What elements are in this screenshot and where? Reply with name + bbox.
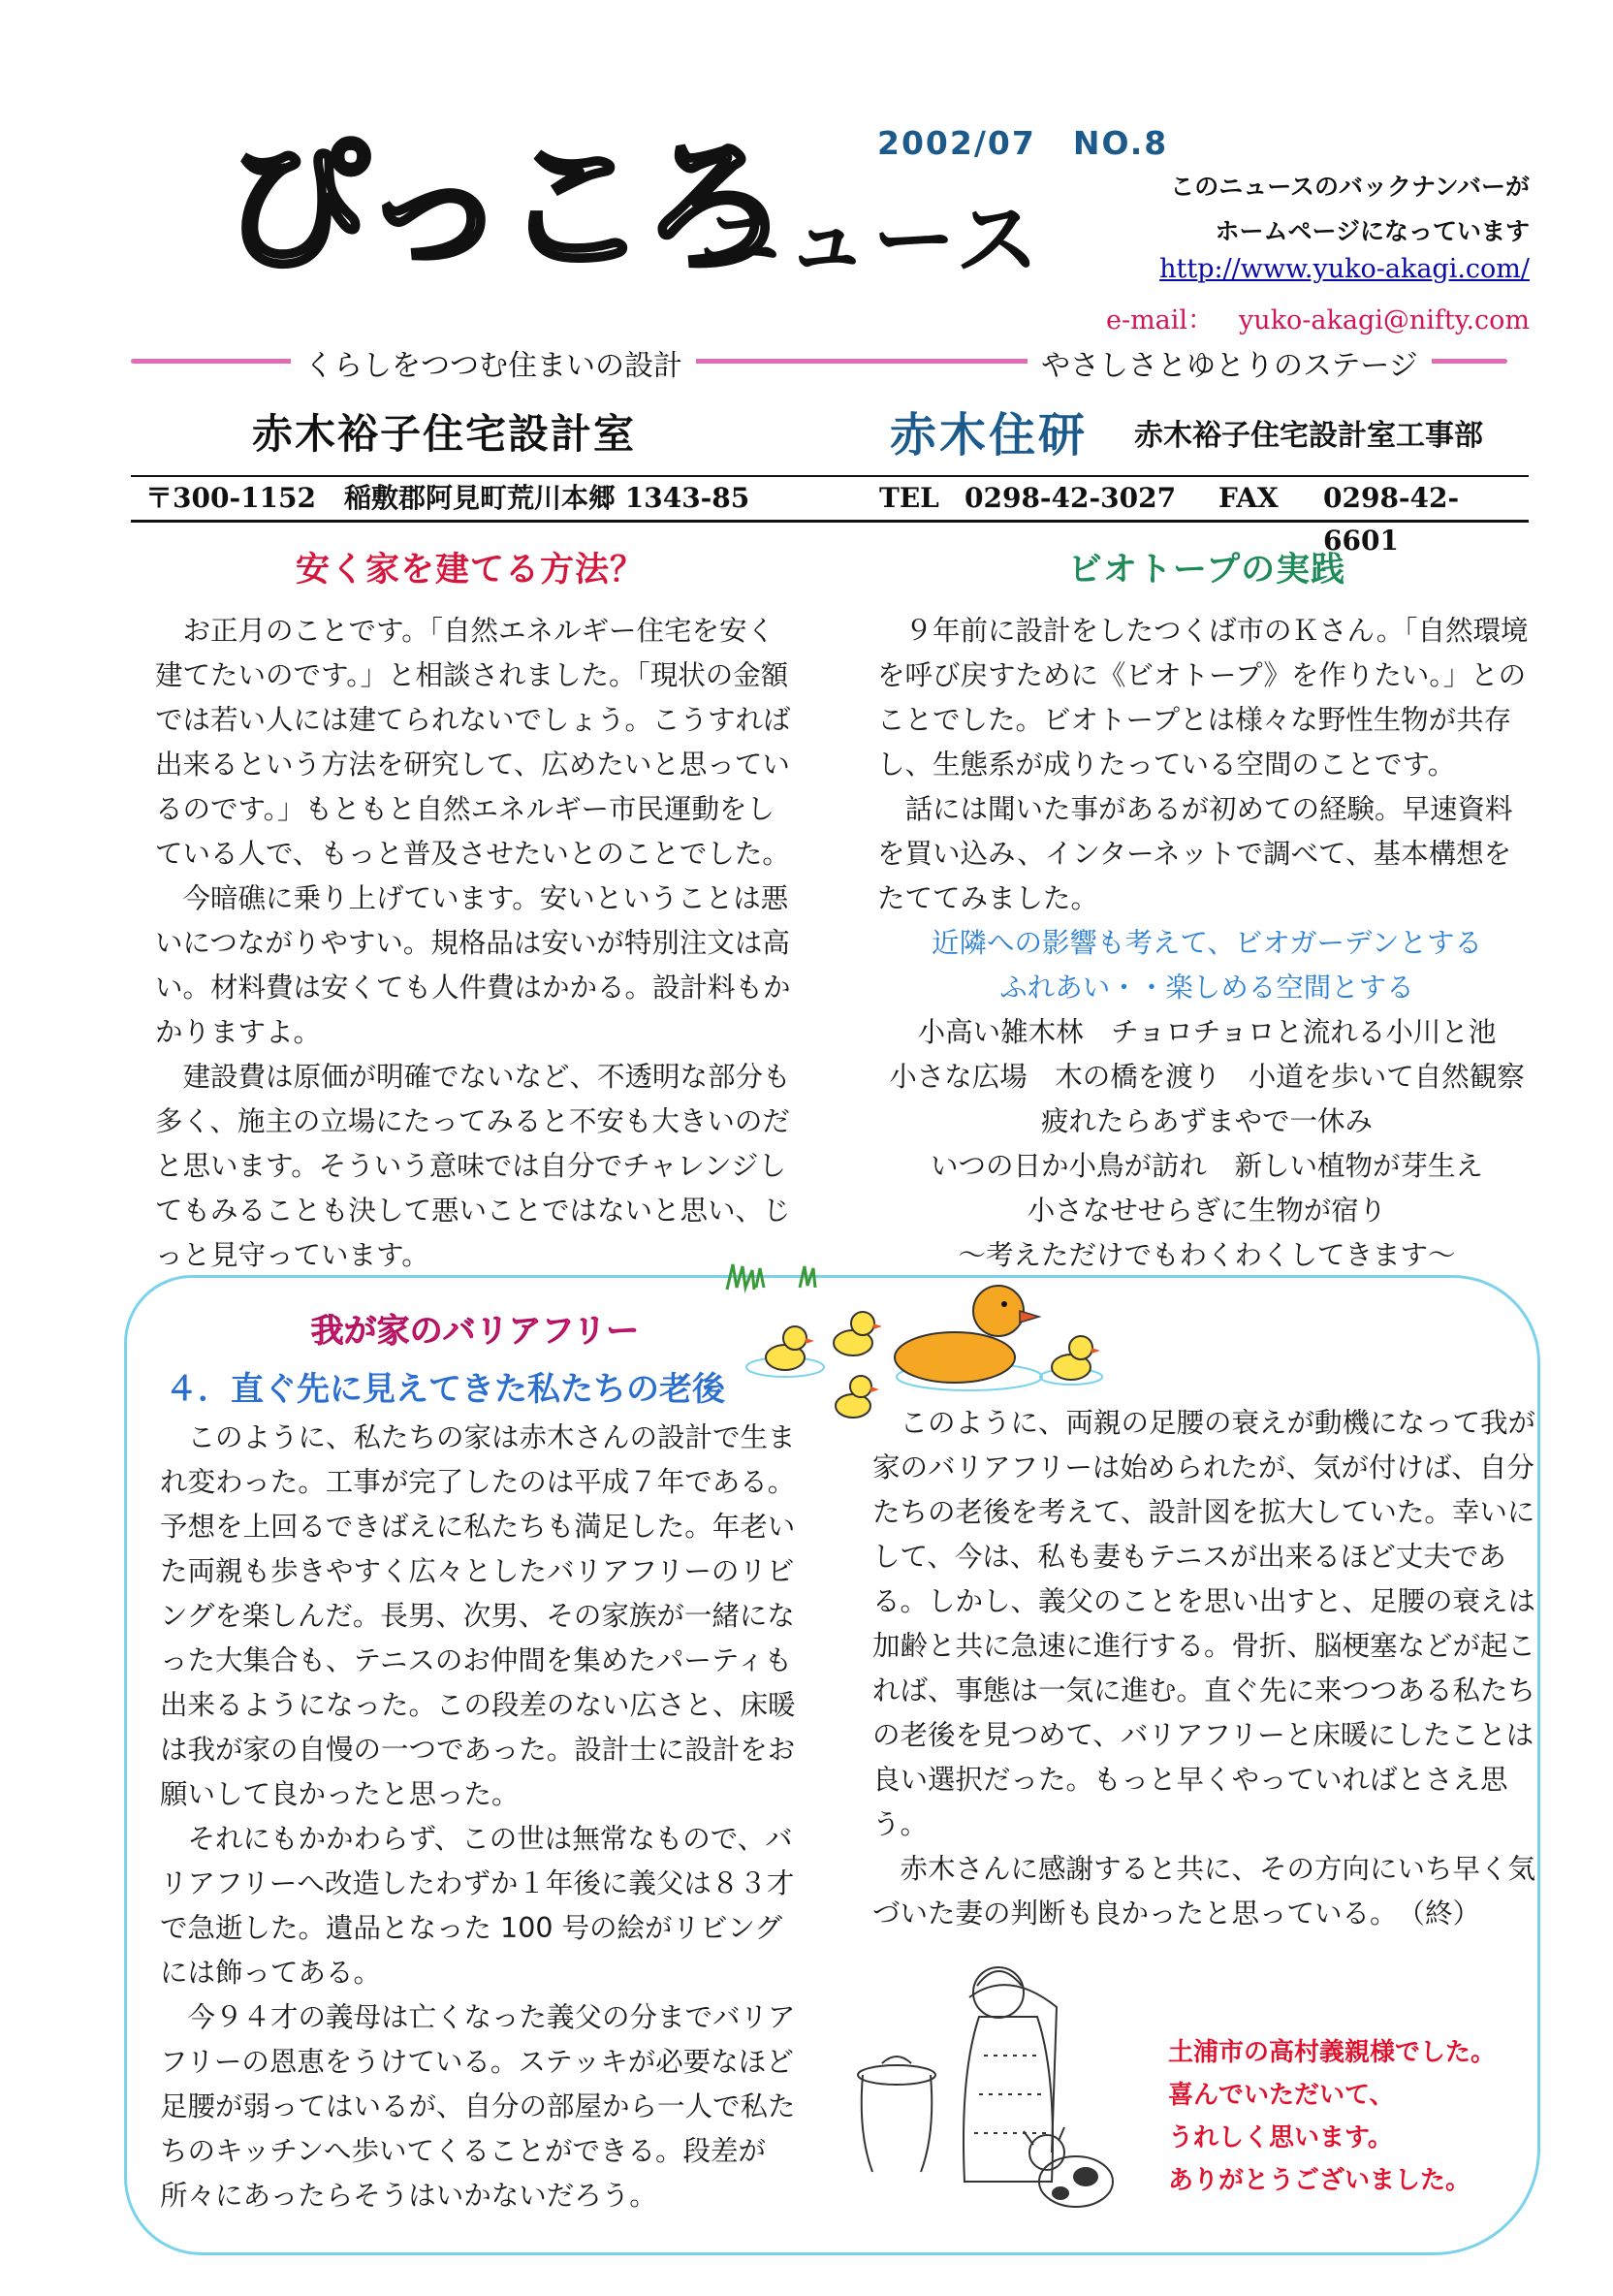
- issue-number: NO.8: [1072, 124, 1169, 162]
- poem-line: 小高い雑木林 チョロチョロと流れる小川と池: [917, 1016, 1497, 1048]
- article2-paragraph: ９年前に設計をしたつくば市のＫさん。「自然環境を呼び戻すために《ビオトープ》を作りたい。」とのことでした。ビオトープとは様々な野性生物が共存し、生態系が成りたっている空間のことです。: [877, 615, 1529, 781]
- caption-line: ありがとうございました。: [1168, 2166, 1471, 2195]
- article3-right-column: [872, 1401, 1541, 1936]
- caption-line: 土浦市の高村義親様でした。: [1168, 2038, 1497, 2067]
- article3-paragraph: このように、私たちの家は赤木さんの設計で生まれ変わった。工事が完了したのは平成７年である。予想を上回るできばえに私たちも満足した。年老いた両親も歩きやすく広々としたバリアフリーのリビングを楽しんだ。長男、次男、その家族が一緒になった大集合も、テニスのお仲間を集めたパーティも出来るようになった。この段差のない広さと、床暖は我が家の自慢の一つであった。設計士に設計をお願いして良かったと思った。: [160, 1421, 796, 1810]
- poem-line: ～考えただけでもわくわくしてきます～: [958, 1239, 1456, 1271]
- article1-paragraph: 今暗礁に乗り上げています。安いということは悪いにつながりやすい。規格品は安いが特別注文は高い。材料費は安くても人件費はかかる。設計料もかかりますよ。: [155, 882, 791, 1048]
- caption-line: 喜んでいただいて、: [1168, 2081, 1395, 2110]
- email-label: e-mail：: [1105, 305, 1215, 335]
- article3-paragraph: このように、両親の足腰の衰えが動機になって我が家のバリアフリーは始められたが、気が付けば、自分たちの老後を考えて、設計図を拡大していた。幸いにして、今は、私も妻もテニスが出来るほど丈夫である。しかし、義父のことを思い出すと、足腰の衰えは加齢と共に急速に進行する。骨折、脳梗塞などが起これば、事態は一気に進む。直ぐ先に来つつある私たちの老後を見つめて、バリアフリーと床暖にしたことは良い選択だった。もっと早くやっていればとさえ思う。: [872, 1407, 1536, 1840]
- article3-paragraph: それにもかかわらず、この世は無常なもので、バリアフリーへ改造したわずか１年後に義父は８３才で急逝した。遺品となった 100 号の絵がリビングには飾ってある。: [160, 1823, 795, 1989]
- org-brand-name: 赤木住研: [890, 408, 1089, 462]
- email-address[interactable]: yuko-akagi@nifty.com: [1239, 305, 1530, 335]
- article1-body: [155, 609, 800, 1278]
- poem-line: いつの日か小鳥が訪れ 新しい植物が芽生え: [930, 1150, 1483, 1182]
- article1-paragraph: お正月のことです。「自然エネルギー住宅を安く建てたいのです。」と相談されました。「現状の金額では若い人には建てられないでしょう。こうすれば出来るという方法を研究して、広めたいと思っているのです。」もともと自然エネルギー市民運動をしている人で、もっと普及させたいとのことでした。: [155, 615, 791, 870]
- article3-title: 我が家のバリアフリー: [310, 1312, 640, 1351]
- article2-paragraph: 話には聞いた事があるが初めての経験。早速資料を買い込み、インターネットで調べて、基本構想をたててみました。: [877, 793, 1513, 914]
- issue-info: [877, 124, 1205, 162]
- fax-label: FAX: [1218, 482, 1279, 514]
- poem-line: 小さなせせらぎに生物が宿り: [1027, 1195, 1387, 1227]
- caption-line: うれしく思います。: [1168, 2123, 1393, 2152]
- backnumber-notice: [1103, 165, 1530, 254]
- article3-paragraph: 今９４才の義母は亡くなった義父の分までバリアフリーの恩恵をうけている。ステッキが必要なほど足腰が弱ってはいるが、自分の部屋から一人で私たちのキッチンへ歩いてくることができる。段差が所々にあったらそうはいかないだろう。: [160, 2001, 796, 2212]
- article2-body: [877, 609, 1536, 1278]
- ducks-illustration-icon: [708, 1251, 1115, 1420]
- postal-code: 〒300-1152: [145, 482, 316, 514]
- newsletter-title: ぴっころ: [223, 124, 782, 293]
- tel-number: 0298-42-3027: [965, 482, 1177, 514]
- poem-line: 小さな広場 木の橋を渡り 小道を歩いて自然観察: [889, 1061, 1525, 1093]
- article3-paragraph: 赤木さんに感謝すると共に、その方向にいち早く気づいた妻の判断も良かったと思っている。 （終）: [872, 1853, 1536, 1929]
- fax-number: 0298-42-6601: [1323, 482, 1460, 557]
- notice-line-1: このニュースのバックナンバーが: [1170, 173, 1530, 201]
- org-dept-name: 赤木裕子住宅設計室工事部: [1134, 419, 1483, 453]
- tagline-left: くらしをつつむ住まいの設計: [291, 341, 696, 384]
- email-contact: [1106, 299, 1530, 336]
- newsletter-subtitle: ニュース: [698, 192, 1043, 289]
- org-main-name: 赤木裕子住宅設計室: [252, 410, 637, 458]
- article2-highlight: 近隣への影響も考えて、ビオガーデンとする: [931, 927, 1482, 959]
- homepage-link[interactable]: http://www.yuko-akagi.com/: [1159, 254, 1530, 284]
- article3-subtitle: ４．直ぐ先に見えてきた私たちの老後: [165, 1370, 725, 1409]
- article2-highlight: ふれあい・・楽しめる空間とする: [999, 972, 1414, 1004]
- notice-line-2: ホームページになっています: [1215, 217, 1530, 245]
- article1-title: 安く家を建てる方法？: [295, 551, 645, 590]
- elderly-lady-illustration-icon: [853, 1939, 1134, 2220]
- tel-label: TEL: [879, 482, 939, 514]
- article2-title: ビオトープの実践: [1067, 551, 1346, 590]
- address-bar: [131, 475, 1529, 557]
- article1-paragraph: 建設費は原価が明確でないなど、不透明な部分も多く、施主の立場にたってみると不安も大きいのだと思います。そういう意味では自分でチャレンジしてもみることも決して悪いことではないと思い、じっと見守っています。: [155, 1061, 791, 1271]
- tagline-right: やさしさとゆとりのステージ: [1028, 341, 1432, 384]
- street-address: 稲敷郡阿見町荒川本郷 1343-85: [344, 482, 750, 514]
- poem-line: 疲れたらあずまやで一休み: [1040, 1105, 1373, 1137]
- issue-date: 2002/07: [877, 124, 1036, 162]
- article3-left-column: [160, 1416, 809, 2218]
- client-caption: [1168, 2031, 1556, 2202]
